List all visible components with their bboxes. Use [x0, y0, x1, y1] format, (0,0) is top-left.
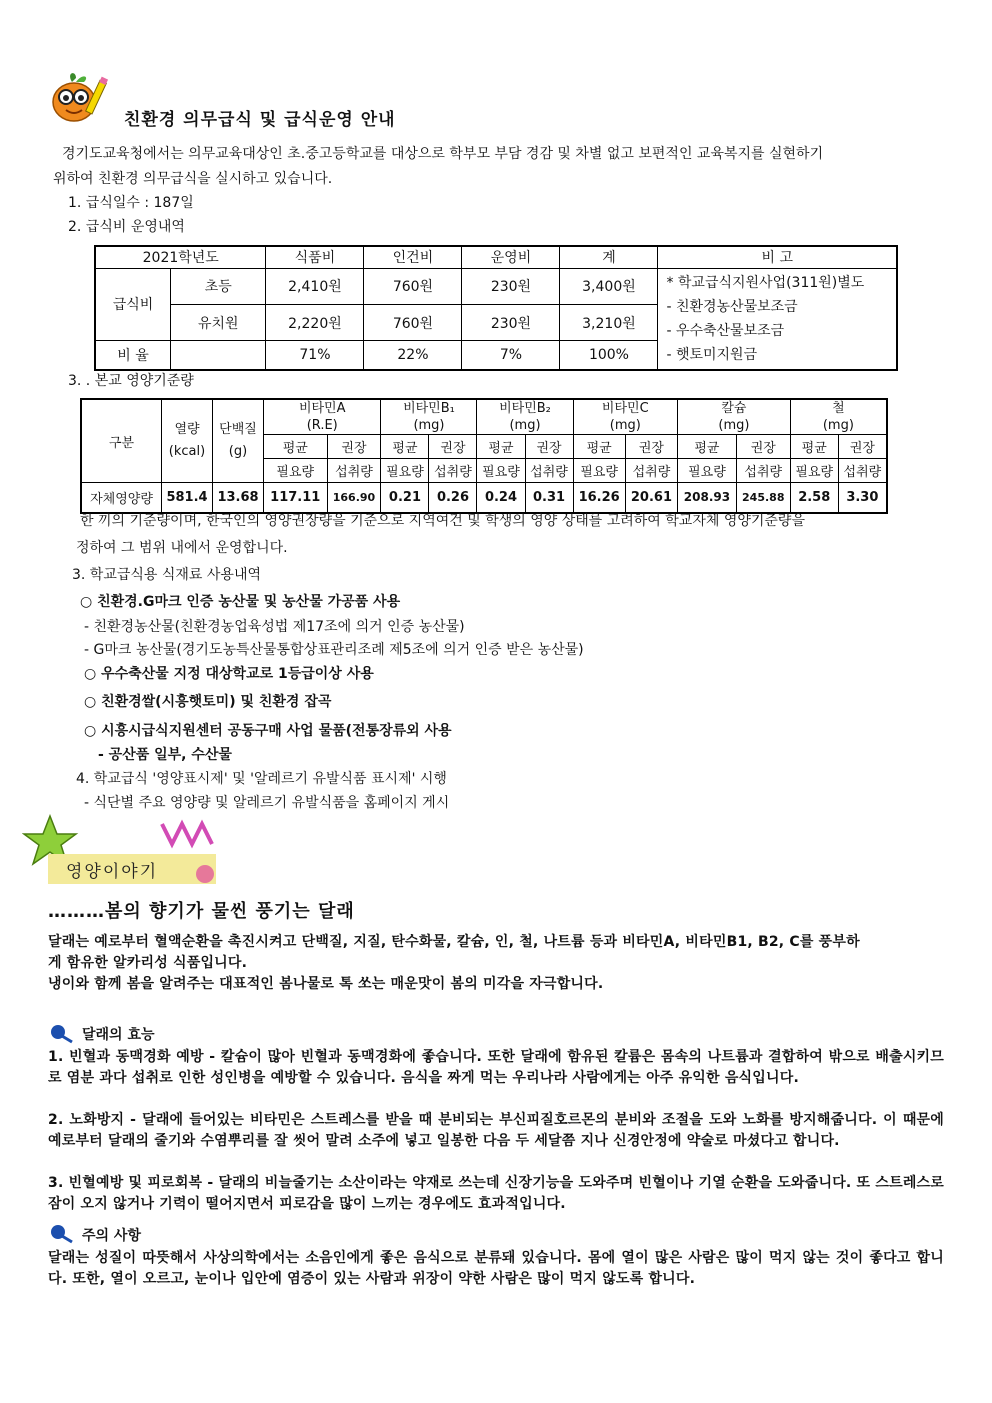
nutrition-heading: 3. . 본교 영양기준량 — [68, 373, 194, 389]
nutrition-value: 0.31 — [525, 483, 573, 513]
nutrition-note-1: 한 끼의 기준량이며, 한국인의 영양권장량을 기준으로 지역여건 및 학생의 영양 상태를 고려하여 학교자체 영양기준량을 — [80, 513, 805, 529]
vitamin-b2-header — [477, 399, 573, 435]
nutrition-col-label: 구분 — [81, 399, 162, 483]
energy-header-unit: (kcal) — [168, 444, 206, 459]
pin-icon — [48, 1224, 74, 1248]
nutrition-value: 0.26 — [429, 483, 477, 513]
ingredients-item: 4. 학교급식 '영양표시제' 및 '알레르기 유발식품 표시제' 시행 — [76, 771, 447, 787]
sub-need: 필요량 — [264, 459, 328, 483]
story-intro-1: 달래는 예로부터 혈액순환을 촉진시켜고 단백질, 지질, 탄수화물, 칼슘, 인, 철, 나트륨 등과 비타민A, 비타민B1, B2, C를 풍부하 — [48, 934, 860, 950]
sub-intake: 섭취량 — [625, 459, 677, 483]
nutrition-value: 581.4 — [162, 483, 213, 513]
sub-avg: 평균 — [678, 435, 737, 459]
sub-avg: 평균 — [477, 435, 525, 459]
nutrition-value: 117.11 — [264, 483, 328, 513]
group-name: 철 — [832, 401, 845, 416]
fee-ratio-label: 비 율 — [95, 340, 171, 369]
fee-ratio-cell: 22% — [364, 340, 462, 369]
vitamin-b1-header — [381, 399, 477, 435]
fee-ratio-cell: 7% — [462, 340, 560, 369]
nutrition-note-2: 정하여 그 범위 내에서 운영합니다. — [76, 540, 288, 556]
fee-note: * 학교급식지원사업(311원)별도 — [666, 274, 865, 291]
sub-intake: 섭취량 — [838, 459, 887, 483]
fee-cell: 760원 — [364, 305, 462, 341]
fee-notes — [658, 268, 897, 370]
sub-avg: 평균 — [573, 435, 625, 459]
sub-need: 필요량 — [678, 459, 737, 483]
vitamin-a-header — [264, 399, 381, 435]
fee-cell: 2,410원 — [266, 268, 364, 305]
fee-note: - 햇토미지원금 — [666, 346, 758, 363]
vitamin-c-header — [573, 399, 678, 435]
star-icon — [22, 814, 222, 894]
nutrition-value: 166.90 — [327, 483, 381, 513]
fee-note: - 친환경농산물보조금 — [666, 298, 798, 315]
group-name: 칼슘 — [721, 401, 747, 416]
nutrition-value: 208.93 — [678, 483, 737, 513]
group-name: 비타민A — [298, 401, 346, 416]
sub-rec: 권장 — [625, 435, 677, 459]
story-title: ………봄의 향기가 물씬 풍기는 달래 — [48, 901, 355, 922]
caution-heading: 주의 사항 — [82, 1228, 141, 1244]
calcium-header — [678, 399, 791, 435]
ingredients-item: - 식단별 주요 영양량 및 알레르기 유발식품을 홈페이지 게시 — [84, 795, 450, 811]
sub-rec: 권장 — [838, 435, 887, 459]
group-unit: (R.E) — [306, 418, 338, 433]
fee-note: - 우수축산물보조금 — [666, 322, 785, 339]
group-name: 비타민B₂ — [499, 401, 551, 416]
caution-text: 달래는 성질이 따뜻해서 사상의학에서는 소음인에게 좋은 음식으로 분류돼 있습니다. 몸에 열이 많은 사람은 많이 먹지 않는 것이 좋다고 합니다. 또한, 열이 오르고, 눈이나 입안에 염증이 있는 사람과 위장이 약한 사람은 많이 먹지 않도록 합니다. — [48, 1250, 944, 1287]
ingredients-heading: 3. 학교급식용 식재료 사용내역 — [72, 567, 261, 583]
sub-intake: 섭취량 — [736, 459, 790, 483]
protein-header — [213, 399, 264, 483]
nutrition-value: 2.58 — [790, 483, 838, 513]
sub-need: 필요량 — [477, 459, 525, 483]
ingredients-item: ○ 친환경.G마크 인증 농산물 및 농산물 가공품 사용 — [80, 594, 401, 610]
group-name: 비타민C — [601, 401, 649, 416]
fee-row-label: 초등 — [171, 268, 266, 305]
energy-header — [162, 399, 213, 483]
fee-cell: 2,220원 — [266, 305, 364, 341]
fee-table — [94, 245, 898, 371]
fee-header-year: 2021학년도 — [95, 246, 266, 268]
group-unit: (mg) — [509, 418, 541, 433]
effect-item: 2. 노화방지 - 달래에 들어있는 비타민은 스트레스를 받을 때 분비되는 부신피질호르몬의 분비와 조절을 도와 노화를 방지해줍니다. 이 때문에 예로부터 달래의 줄기와 수염뿌리를 잘 씻어 말려 소주에 넣고 일봉한 다음 두 세달쯤 지나 신경안정에 약술로 마셨다고 합니다. — [48, 1112, 944, 1149]
sub-intake: 섭취량 — [327, 459, 381, 483]
pin-icon — [48, 1024, 74, 1048]
ingredients-item: ○ 시흥시급식지원센터 공동구매 사업 물품(전통장류외 사용 — [84, 723, 452, 739]
nutrition-row-label: 자체영양량 — [81, 483, 162, 513]
fee-ratio-cell: 71% — [266, 340, 364, 369]
fee-cell: 3,400원 — [560, 268, 658, 305]
story-intro-3: 냉이와 함께 봄을 알려주는 대표적인 봄나물로 톡 쏘는 매운맛이 봄의 미각을 자극합니다. — [48, 976, 604, 992]
sub-intake: 섭취량 — [429, 459, 477, 483]
sub-need: 필요량 — [573, 459, 625, 483]
effects-heading: 달래의 효능 — [82, 1027, 155, 1043]
fee-header-labor: 인건비 — [364, 246, 462, 268]
ingredients-item: - G마크 농산물(경기도농특산물통합상표관리조례 제5조에 의거 인증 받은 농산물) — [84, 642, 584, 658]
effect-item: 1. 빈혈과 동맥경화 예방 - 칼슘이 많아 빈혈과 동맥경화에 좋습니다. 또한 달래에 함유된 칼륨은 몸속의 나트륨과 결합하여 밖으로 배출시키므로 염분 과다 섭취로 인한 성인병을 예방할 수 있습니다. 음식을 짜게 먹는 우리나라 사람에게는 아주 유익한 음식입니다. — [48, 1049, 944, 1086]
sub-rec: 권장 — [525, 435, 573, 459]
story-intro-2: 게 함유한 알카리성 식품입니다. — [48, 955, 248, 971]
ingredients-item: - 공산품 일부, 수산물 — [98, 747, 232, 763]
protein-header-name: 단백질 — [219, 422, 257, 437]
sub-avg: 평균 — [790, 435, 838, 459]
iron-header — [790, 399, 887, 435]
fee-cell: 3,210원 — [560, 305, 658, 341]
group-unit: (mg) — [822, 418, 854, 433]
nutrition-story-badge — [22, 814, 222, 894]
effect-item: 3. 빈혈예방 및 피로회복 - 달래의 비늘줄기는 소산이라는 약재로 쓰는데 신장기능을 도와주며 빈혈이나 기열 순환을 도와줍니다. 또 스트레스로 잠이 오지 않거나 기력이 떨어지면서 피로감을 많이 느끼는 경우에도 효과적입니다. — [48, 1175, 944, 1212]
nutrition-value: 245.88 — [736, 483, 790, 513]
nutrition-value: 3.30 — [838, 483, 887, 513]
sub-intake: 섭취량 — [525, 459, 573, 483]
sub-rec: 권장 — [736, 435, 790, 459]
fee-header-total: 계 — [560, 246, 658, 268]
sub-rec: 권장 — [327, 435, 381, 459]
meal-days: 1. 급식일수 : 187일 — [68, 195, 194, 211]
sub-need: 필요량 — [790, 459, 838, 483]
fee-group-label: 급식비 — [95, 268, 171, 340]
protein-header-unit: (g) — [228, 444, 248, 459]
nutrition-value: 13.68 — [213, 483, 264, 513]
nutrition-table — [80, 398, 888, 514]
sub-rec: 권장 — [429, 435, 477, 459]
sub-need: 필요량 — [381, 459, 429, 483]
group-name: 비타민B₁ — [403, 401, 455, 416]
fee-heading: 2. 급식비 운영내역 — [68, 219, 185, 235]
group-unit: (mg) — [718, 418, 750, 433]
ingredients-item: ○ 우수축산물 지정 대상학교로 1등급이상 사용 — [84, 666, 374, 682]
story-badge-label: 영양이야기 — [66, 862, 159, 882]
mascot-icon — [46, 68, 110, 124]
ingredients-item: - 친환경농산물(친환경농업육성법 제17조에 의거 인증 농산물) — [84, 619, 465, 635]
group-unit: (mg) — [413, 418, 445, 433]
intro-line-1: 경기도교육청에서는 의무교육대상인 초.중고등학교를 대상으로 학부모 부담 경감 및 차별 없고 보편적인 교육복지를 실현하기 — [62, 146, 824, 162]
ingredients-item: ○ 친환경쌀(시흥햇토미) 및 친환경 잡곡 — [84, 694, 332, 710]
fee-header-food: 식품비 — [266, 246, 364, 268]
fee-cell: 230원 — [462, 305, 560, 341]
group-unit: (mg) — [609, 418, 641, 433]
fee-row-label: 유치원 — [171, 305, 266, 341]
nutrition-value: 16.26 — [573, 483, 625, 513]
fee-empty-cell — [171, 340, 266, 369]
energy-header-name: 열량 — [174, 422, 200, 437]
sub-avg: 평균 — [264, 435, 328, 459]
fee-header-operation: 운영비 — [462, 246, 560, 268]
fee-cell: 230원 — [462, 268, 560, 305]
sub-avg: 평균 — [381, 435, 429, 459]
page-title: 친환경 의무급식 및 급식운영 안내 — [124, 110, 396, 130]
nutrition-value: 0.24 — [477, 483, 525, 513]
intro-line-2: 위하여 친환경 의무급식을 실시하고 있습니다. — [53, 171, 333, 187]
nutrition-value: 20.61 — [625, 483, 677, 513]
fee-ratio-cell: 100% — [560, 340, 658, 369]
fee-cell: 760원 — [364, 268, 462, 305]
fee-header-note: 비 고 — [658, 246, 897, 268]
nutrition-value: 0.21 — [381, 483, 429, 513]
